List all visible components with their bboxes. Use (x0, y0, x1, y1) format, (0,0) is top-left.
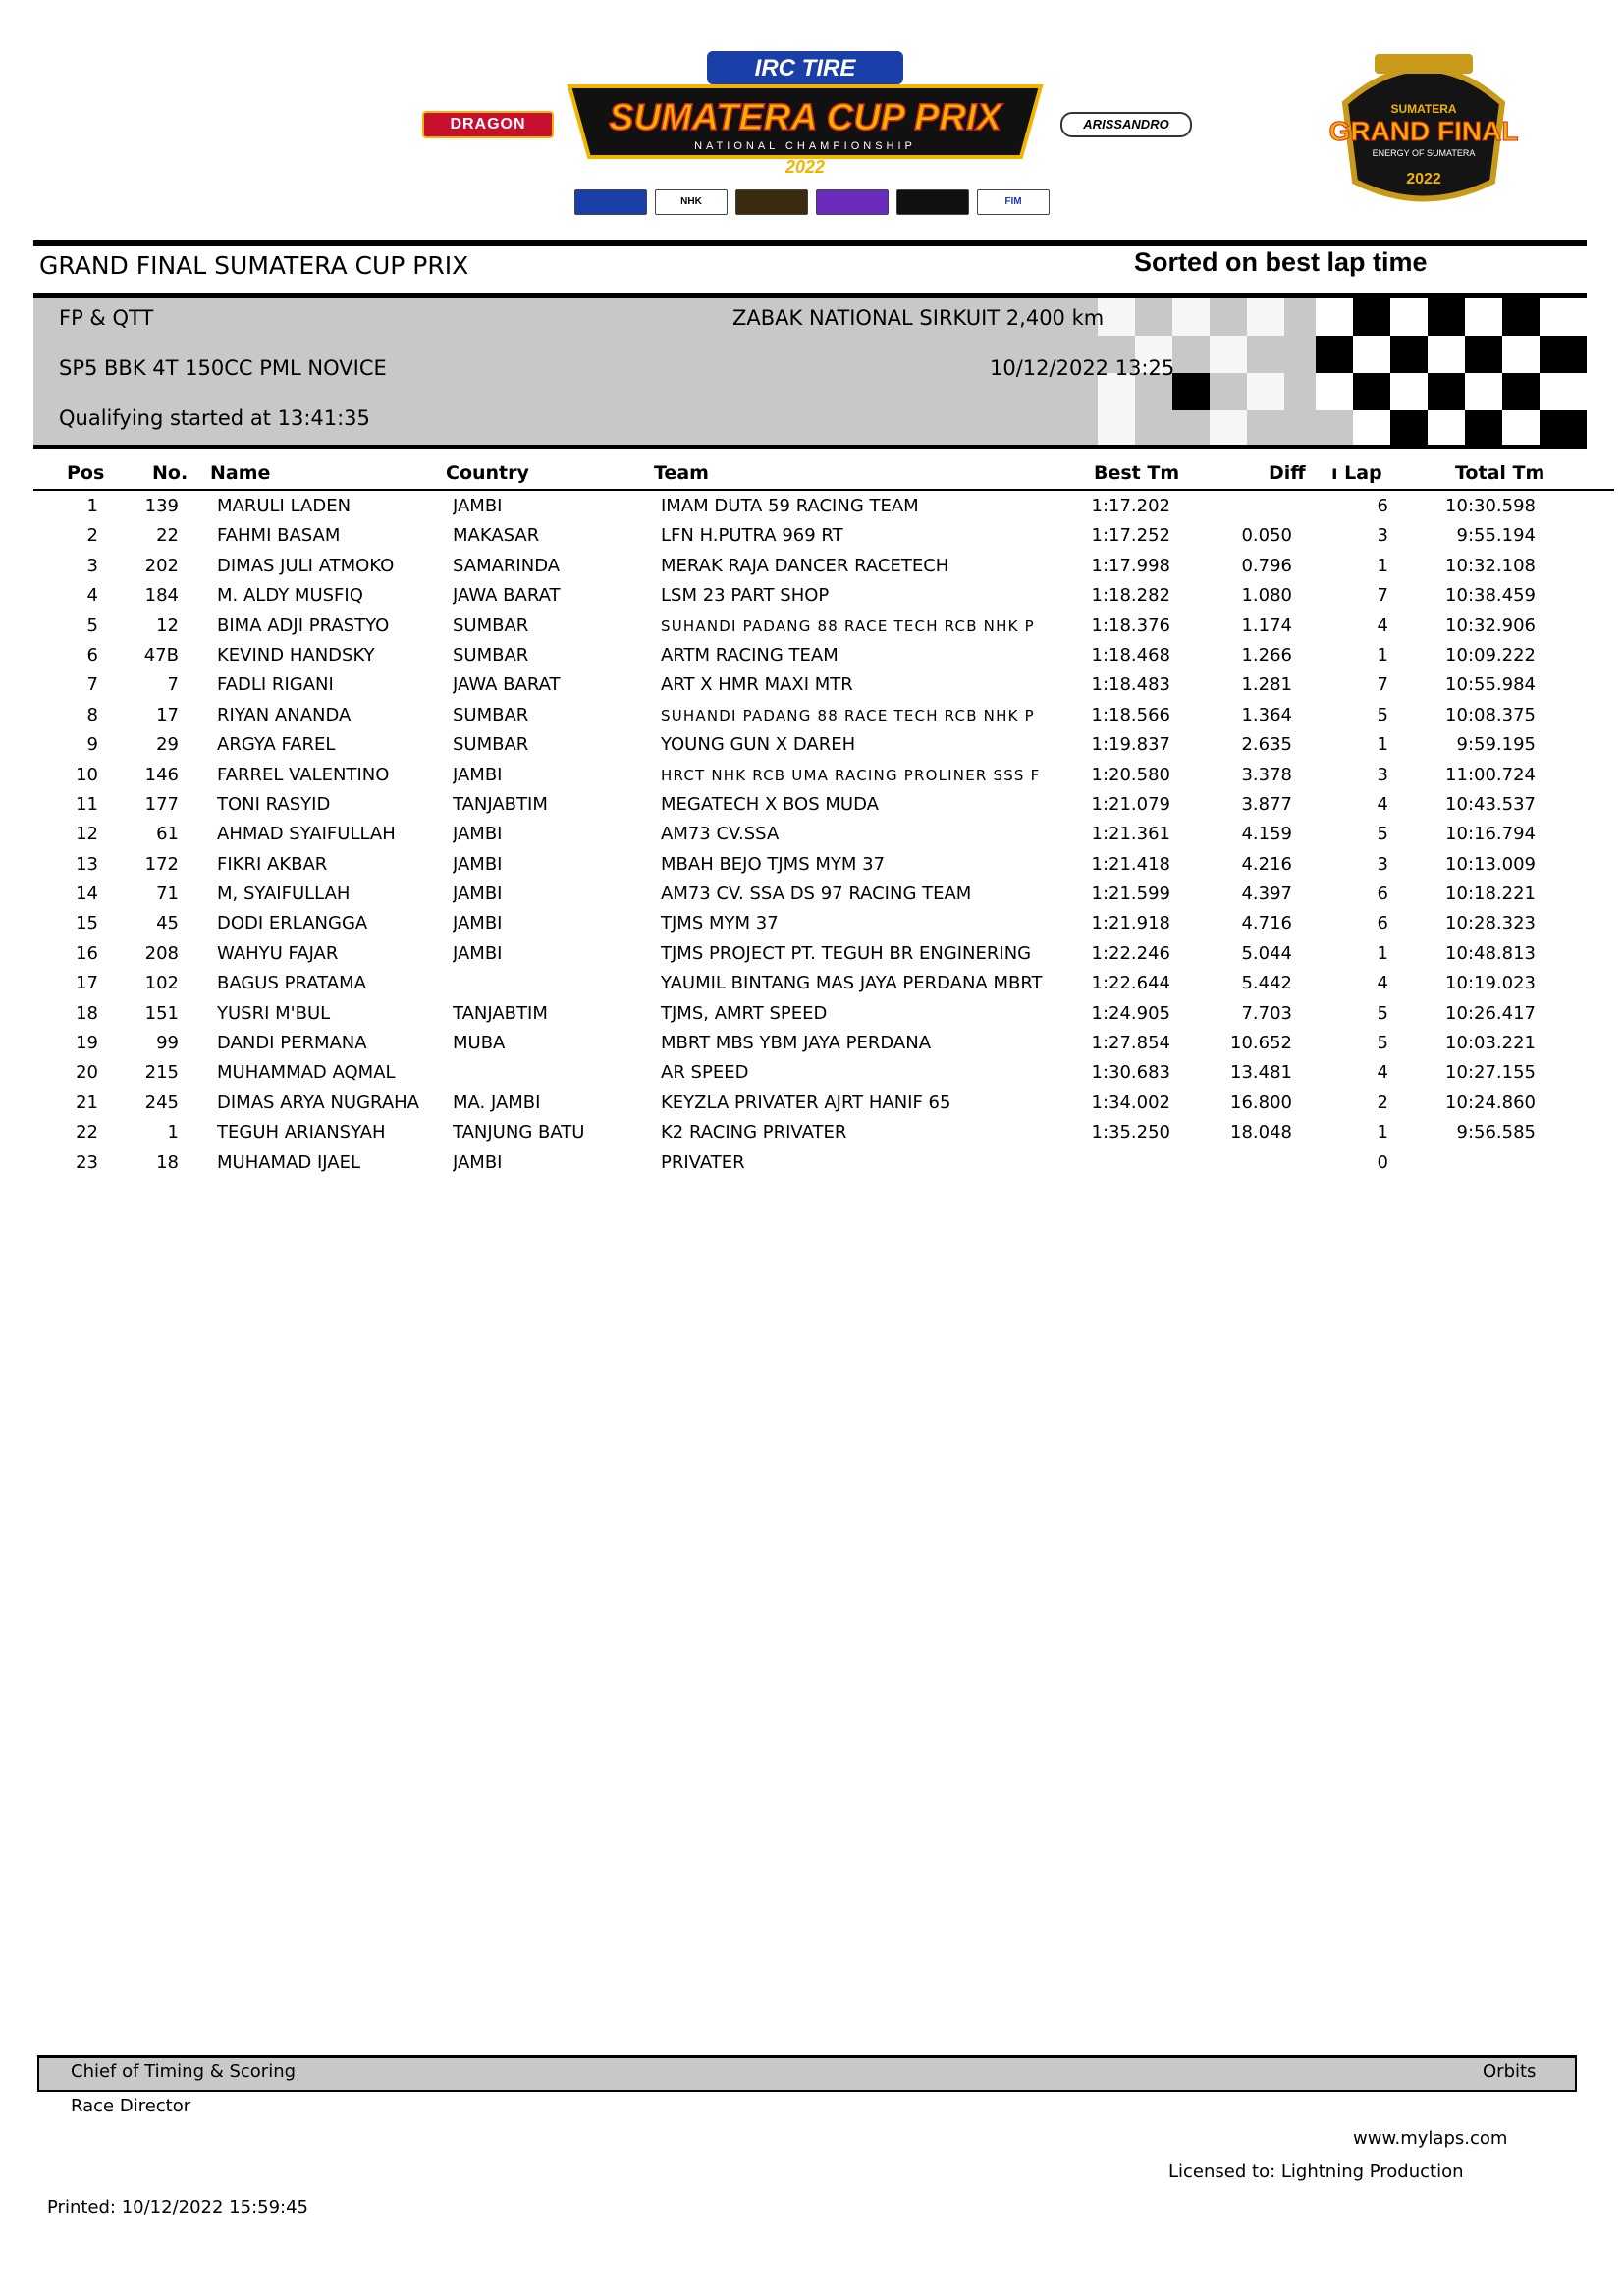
cell-total-time: 10:32.108 (1445, 555, 1536, 576)
cell-total-time: 10:27.155 (1445, 1062, 1536, 1084)
cell-name: MARULI LADEN (217, 496, 352, 516)
cell-total-time: 11:00.724 (1445, 764, 1536, 785)
table-row (0, 821, 1623, 850)
table-row (0, 582, 1623, 612)
sponsor-logos (574, 189, 1050, 215)
cell-lap: 4 (1377, 973, 1388, 994)
licensed-to: Licensed to: Lightning Production (1168, 2162, 1464, 2182)
sorted-label: Sorted on best lap time (1134, 247, 1428, 277)
cell-name: KEVIND HANDSKY (217, 644, 375, 666)
cell-best-time: 1:21.079 (1091, 793, 1170, 815)
cell-pos: 4 (86, 585, 98, 607)
col-header-diff: Diff (1269, 462, 1306, 484)
grand-final-logo (1316, 44, 1532, 211)
table-row (0, 613, 1623, 642)
cell-total-time: 9:55.194 (1456, 525, 1536, 547)
grandfinal-tagline-text: ENERGY OF SUMATERA (1372, 148, 1476, 158)
cell-name: AHMAD SYAIFULLAH (217, 824, 396, 845)
cell-country: JAMBI (453, 853, 503, 875)
cell-lap: 1 (1377, 942, 1388, 964)
cell-best-time: 1:21.918 (1091, 913, 1170, 934)
cell-diff: 5.044 (1241, 942, 1292, 964)
cell-no: 1 (167, 1122, 179, 1144)
cell-team: ARTM RACING TEAM (661, 644, 839, 666)
cell-team: TJMS PROJECT PT. TEGUH BR ENGINERING (661, 942, 1032, 964)
cell-no: 29 (156, 734, 179, 756)
cell-diff: 1.174 (1241, 614, 1292, 636)
cell-diff: 10.652 (1230, 1033, 1292, 1054)
cell-best-time: 1:27.854 (1091, 1033, 1170, 1054)
cell-country: TANJABTIM (453, 793, 548, 815)
cell-total-time: 10:16.794 (1445, 824, 1536, 845)
cell-best-time: 1:18.376 (1091, 614, 1170, 636)
cell-name: RIYAN ANANDA (217, 704, 352, 725)
cell-diff: 16.800 (1230, 1092, 1292, 1113)
cell-lap: 5 (1377, 704, 1388, 725)
cell-country: TANJABTIM (453, 1002, 548, 1024)
cell-pos: 3 (86, 555, 98, 576)
sponsor-logo-fim: FIM (977, 189, 1050, 215)
cell-no: 208 (144, 942, 179, 964)
cell-total-time: 10:26.417 (1445, 1002, 1536, 1024)
cell-country: MA. JAMBI (453, 1092, 541, 1113)
cell-lap: 6 (1377, 883, 1388, 905)
cell-pos: 11 (76, 793, 98, 815)
cell-pos: 10 (76, 764, 98, 785)
cell-name: DIMAS JULI ATMOKO (217, 555, 395, 576)
cell-total-time: 10:48.813 (1445, 942, 1536, 964)
cell-lap: 4 (1377, 614, 1388, 636)
cell-team: SUHANDI PADANG 88 RACE TECH RCB NHK P (661, 706, 1035, 724)
cell-name: MUHAMAD IJAEL (217, 1151, 360, 1173)
cell-lap: 4 (1377, 1062, 1388, 1084)
cell-team: TJMS, AMRT SPEED (661, 1002, 828, 1024)
sponsor-logo-1 (574, 189, 647, 215)
cell-total-time: 10:24.860 (1445, 1092, 1536, 1113)
cell-best-time: 1:18.483 (1091, 674, 1170, 696)
cell-lap: 3 (1377, 853, 1388, 875)
col-header-pos: Pos (67, 462, 105, 484)
cell-lap: 5 (1377, 1033, 1388, 1054)
cell-pos: 21 (76, 1092, 98, 1113)
dragon-logo: DRAGON (422, 111, 554, 138)
website-link[interactable]: www.mylaps.com (1353, 2128, 1508, 2149)
cell-lap: 3 (1377, 764, 1388, 785)
info-bottom-rule (33, 445, 1587, 449)
cell-no: 215 (144, 1062, 179, 1084)
cell-no: 17 (156, 704, 179, 725)
cell-team: MBAH BEJO TJMS MYM 37 (661, 853, 886, 875)
col-header-best: Best Tm (1094, 462, 1180, 484)
cell-pos: 1 (86, 496, 98, 516)
cell-pos: 20 (76, 1062, 98, 1084)
cell-no: 245 (144, 1092, 179, 1113)
cell-team: AR SPEED (661, 1062, 749, 1084)
cell-country: JAMBI (453, 1151, 503, 1173)
cell-team: KEYZLA PRIVATER AJRT HANIF 65 (661, 1092, 951, 1113)
cell-lap: 5 (1377, 824, 1388, 845)
race-director: Race Director (71, 2096, 191, 2116)
cell-pos: 17 (76, 973, 98, 994)
cell-lap: 7 (1377, 585, 1388, 607)
cell-lap: 7 (1377, 674, 1388, 696)
cell-pos: 14 (76, 883, 98, 905)
cell-total-time: 9:59.195 (1456, 734, 1536, 756)
results-table (0, 493, 1623, 1179)
cell-total-time: 10:30.598 (1445, 496, 1536, 516)
cell-no: 47B (143, 644, 179, 666)
cell-no: 177 (144, 793, 179, 815)
col-header-lap: ı Lap (1331, 462, 1382, 484)
cell-lap: 0 (1377, 1151, 1388, 1173)
table-row (0, 1149, 1623, 1179)
cell-country: JAMBI (453, 942, 503, 964)
sponsor-logo-nhk: NHK (655, 189, 728, 215)
cell-country: JAMBI (453, 764, 503, 785)
cell-lap: 6 (1377, 496, 1388, 516)
cell-country: TANJUNG BATU (453, 1122, 585, 1144)
table-row (0, 522, 1623, 552)
printed-timestamp: Printed: 10/12/2022 15:59:45 (47, 2197, 309, 2217)
cell-country: SUMBAR (453, 614, 529, 636)
grandfinal-year-text: 2022 (1406, 171, 1441, 187)
arissandro-logo: ARISSANDRO (1060, 112, 1192, 137)
cell-best-time: 1:18.282 (1091, 585, 1170, 607)
cell-team: LFN H.PUTRA 969 RT (661, 525, 843, 547)
cell-diff: 0.796 (1241, 555, 1292, 576)
cell-no: 71 (156, 883, 179, 905)
cell-lap: 6 (1377, 913, 1388, 934)
cell-total-time: 10:19.023 (1445, 973, 1536, 994)
cell-no: 45 (156, 913, 179, 934)
cell-name: FAHMI BASAM (217, 525, 341, 547)
cell-lap: 1 (1377, 1122, 1388, 1144)
cell-team: YOUNG GUN X DAREH (661, 734, 856, 756)
title-top-rule (33, 240, 1587, 246)
cell-name: DIMAS ARYA NUGRAHA (217, 1092, 419, 1113)
cell-name: TONI RASYID (217, 793, 331, 815)
cell-diff: 1.364 (1241, 704, 1292, 725)
cell-no: 61 (156, 824, 179, 845)
cell-no: 99 (156, 1033, 179, 1054)
chief-of-timing: Chief of Timing & Scoring (71, 2061, 297, 2082)
table-row (0, 791, 1623, 821)
cell-diff: 13.481 (1230, 1062, 1292, 1084)
cell-diff: 5.442 (1241, 973, 1292, 994)
cell-name: FARREL VALENTINO (217, 764, 390, 785)
cell-name: ARGYA FAREL (217, 734, 336, 756)
cell-total-time: 10:43.537 (1445, 793, 1536, 815)
cell-best-time: 1:18.468 (1091, 644, 1170, 666)
cell-name: DANDI PERMANA (217, 1033, 367, 1054)
cell-best-time: 1:34.002 (1091, 1092, 1170, 1113)
cell-diff: 4.216 (1241, 853, 1292, 875)
cell-team: TJMS MYM 37 (661, 913, 779, 934)
cell-no: 146 (144, 764, 179, 785)
cell-name: M, SYAIFULLAH (217, 883, 351, 905)
table-row (0, 671, 1623, 701)
qualifying-start: Qualifying started at 13:41:35 (59, 406, 370, 430)
cell-diff: 4.159 (1241, 824, 1292, 845)
cell-name: M. ALDY MUSFIQ (217, 585, 363, 607)
table-row (0, 851, 1623, 881)
cell-team: HRCT NHK RCB UMA RACING PROLINER SSS F (661, 766, 1041, 784)
table-row (0, 493, 1623, 522)
cell-best-time: 1:20.580 (1091, 764, 1170, 785)
table-row (0, 731, 1623, 761)
cell-total-time: 10:03.221 (1445, 1033, 1536, 1054)
cell-country: JAMBI (453, 824, 503, 845)
cell-name: BIMA ADJI PRASTYO (217, 614, 390, 636)
cell-pos: 5 (86, 614, 98, 636)
col-header-no: No. (152, 462, 189, 484)
class-name: SP5 BBK 4T 150CC PML NOVICE (59, 356, 387, 380)
cell-pos: 16 (76, 942, 98, 964)
cell-no: 102 (144, 973, 179, 994)
cell-lap: 1 (1377, 644, 1388, 666)
session-datetime: 10/12/2022 13:25 (990, 356, 1175, 380)
cell-team: MERAK RAJA DANCER RACETECH (661, 555, 949, 576)
main-year-text: 2022 (784, 157, 826, 177)
cell-diff: 4.397 (1241, 883, 1292, 905)
cell-no: 184 (144, 585, 179, 607)
cell-diff: 0.050 (1241, 525, 1292, 547)
cell-pos: 23 (76, 1151, 98, 1173)
table-row (0, 642, 1623, 671)
cell-no: 22 (156, 525, 179, 547)
cell-best-time: 1:17.998 (1091, 555, 1170, 576)
cell-country: MAKASAR (453, 525, 540, 547)
circuit-name: ZABAK NATIONAL SIRKUIT 2,400 km (732, 306, 1105, 330)
cell-no: 151 (144, 1002, 179, 1024)
cell-team: K2 RACING PRIVATER (661, 1122, 847, 1144)
cell-total-time: 10:32.906 (1445, 614, 1536, 636)
cell-no: 202 (144, 555, 179, 576)
cell-name: DODI ERLANGGA (217, 913, 368, 934)
cell-team: YAUMIL BINTANG MAS JAYA PERDANA MBRT (661, 973, 1043, 994)
col-header-total: Total Tm (1455, 462, 1545, 484)
table-row (0, 910, 1623, 939)
cell-country: JAMBI (453, 496, 503, 516)
table-row (0, 553, 1623, 582)
cell-diff: 1.080 (1241, 585, 1292, 607)
cell-lap: 1 (1377, 555, 1388, 576)
cell-diff: 7.703 (1241, 1002, 1292, 1024)
orbits-label: Orbits (1483, 2061, 1537, 2082)
cell-best-time: 1:21.418 (1091, 853, 1170, 875)
col-header-country: Country (446, 462, 529, 484)
cell-name: TEGUH ARIANSYAH (217, 1122, 386, 1144)
cell-lap: 1 (1377, 734, 1388, 756)
table-row (0, 1119, 1623, 1148)
main-title-text: SUMATERA CUP PRIX (609, 97, 1001, 138)
cell-team: SUHANDI PADANG 88 RACE TECH RCB NHK P (661, 616, 1035, 635)
col-header-name: Name (210, 462, 271, 484)
sponsor-logo-5 (896, 189, 969, 215)
sponsor-logo-3 (735, 189, 808, 215)
cell-best-time: 1:22.644 (1091, 973, 1170, 994)
cell-pos: 2 (86, 525, 98, 547)
cell-best-time: 1:35.250 (1091, 1122, 1170, 1144)
cell-best-time: 1:30.683 (1091, 1062, 1170, 1084)
cell-pos: 22 (76, 1122, 98, 1144)
cell-best-time: 1:19.837 (1091, 734, 1170, 756)
cell-total-time: 10:13.009 (1445, 853, 1536, 875)
cell-country: SAMARINDA (453, 555, 561, 576)
cell-team: AM73 CV.SSA (661, 824, 780, 845)
cell-team: MEGATECH X BOS MUDA (661, 793, 879, 815)
table-row (0, 1000, 1623, 1030)
cell-pos: 8 (86, 704, 98, 725)
cell-no: 7 (167, 674, 179, 696)
cell-diff: 1.281 (1241, 674, 1292, 696)
event-title: GRAND FINAL SUMATERA CUP PRIX (39, 251, 469, 280)
cell-lap: 3 (1377, 525, 1388, 547)
table-row (0, 940, 1623, 970)
cell-pos: 19 (76, 1033, 98, 1054)
cell-country: JAMBI (453, 913, 503, 934)
cell-no: 139 (144, 496, 179, 516)
cell-lap: 5 (1377, 1002, 1388, 1024)
cell-country: MUBA (453, 1033, 506, 1054)
table-row (0, 1030, 1623, 1059)
cell-best-time: 1:18.566 (1091, 704, 1170, 725)
grandfinal-title-text: GRAND FINAL (1328, 116, 1519, 146)
cell-name: MUHAMMAD AQMAL (217, 1062, 396, 1084)
cell-pos: 15 (76, 913, 98, 934)
cell-pos: 18 (76, 1002, 98, 1024)
cell-country: JAMBI (453, 883, 503, 905)
cell-team: PRIVATER (661, 1151, 745, 1173)
cell-country: JAWA BARAT (453, 674, 561, 696)
cell-diff: 4.716 (1241, 913, 1292, 934)
cell-total-time: 10:09.222 (1445, 644, 1536, 666)
table-row (0, 1090, 1623, 1119)
cell-name: WAHYU FAJAR (217, 942, 339, 964)
cell-country: SUMBAR (453, 644, 529, 666)
cell-team: AM73 CV. SSA DS 97 RACING TEAM (661, 883, 972, 905)
cell-total-time: 10:18.221 (1445, 883, 1536, 905)
col-header-team: Team (654, 462, 709, 484)
table-row (0, 881, 1623, 910)
cell-best-time: 1:21.361 (1091, 824, 1170, 845)
sumatera-cup-prix-logo (560, 47, 1051, 179)
cell-total-time: 10:55.984 (1445, 674, 1536, 696)
sponsor-logo-4 (816, 189, 889, 215)
cell-no: 18 (156, 1151, 179, 1173)
main-subtitle-text: NATIONAL CHAMPIONSHIP (694, 140, 916, 152)
cell-pos: 12 (76, 824, 98, 845)
cell-pos: 6 (86, 644, 98, 666)
cell-total-time: 10:28.323 (1445, 913, 1536, 934)
cell-diff: 1.266 (1241, 644, 1292, 666)
cell-best-time: 1:17.202 (1091, 496, 1170, 516)
cell-diff: 2.635 (1241, 734, 1292, 756)
cell-best-time: 1:17.252 (1091, 525, 1170, 547)
cell-diff: 18.048 (1230, 1122, 1292, 1144)
cell-no: 172 (144, 853, 179, 875)
cell-team: MBRT MBS YBM JAYA PERDANA (661, 1033, 932, 1054)
cell-diff: 3.378 (1241, 764, 1292, 785)
cell-total-time: 10:08.375 (1445, 704, 1536, 725)
table-row (0, 970, 1623, 999)
cell-best-time: 1:21.599 (1091, 883, 1170, 905)
cell-pos: 9 (86, 734, 98, 756)
cell-name: BAGUS PRATAMA (217, 973, 366, 994)
cell-team: LSM 23 PART SHOP (661, 585, 830, 607)
cell-lap: 2 (1377, 1092, 1388, 1113)
cell-team: IMAM DUTA 59 RACING TEAM (661, 496, 919, 516)
table-header-rule (33, 489, 1614, 491)
cell-pos: 7 (86, 674, 98, 696)
cell-best-time: 1:22.246 (1091, 942, 1170, 964)
cell-team: ART X HMR MAXI MTR (661, 674, 853, 696)
table-row (0, 762, 1623, 791)
cell-country: SUMBAR (453, 704, 529, 725)
cell-total-time: 9:56.585 (1456, 1122, 1536, 1144)
cell-name: FADLI RIGANI (217, 674, 334, 696)
grandfinal-top-text: SUMATERA (1390, 102, 1457, 116)
cell-name: YUSRI M'BUL (217, 1002, 331, 1024)
cell-best-time: 1:24.905 (1091, 1002, 1170, 1024)
table-row (0, 1059, 1623, 1089)
cell-country: SUMBAR (453, 734, 529, 756)
cell-total-time: 10:38.459 (1445, 585, 1536, 607)
cell-name: FIKRI AKBAR (217, 853, 328, 875)
cell-no: 12 (156, 614, 179, 636)
cell-lap: 4 (1377, 793, 1388, 815)
session-name: FP & QTT (59, 306, 154, 330)
table-row (0, 702, 1623, 731)
cell-pos: 13 (76, 853, 98, 875)
main-brand-text: IRC TIRE (754, 55, 856, 81)
cell-diff: 3.877 (1241, 793, 1292, 815)
cell-country: JAWA BARAT (453, 585, 561, 607)
